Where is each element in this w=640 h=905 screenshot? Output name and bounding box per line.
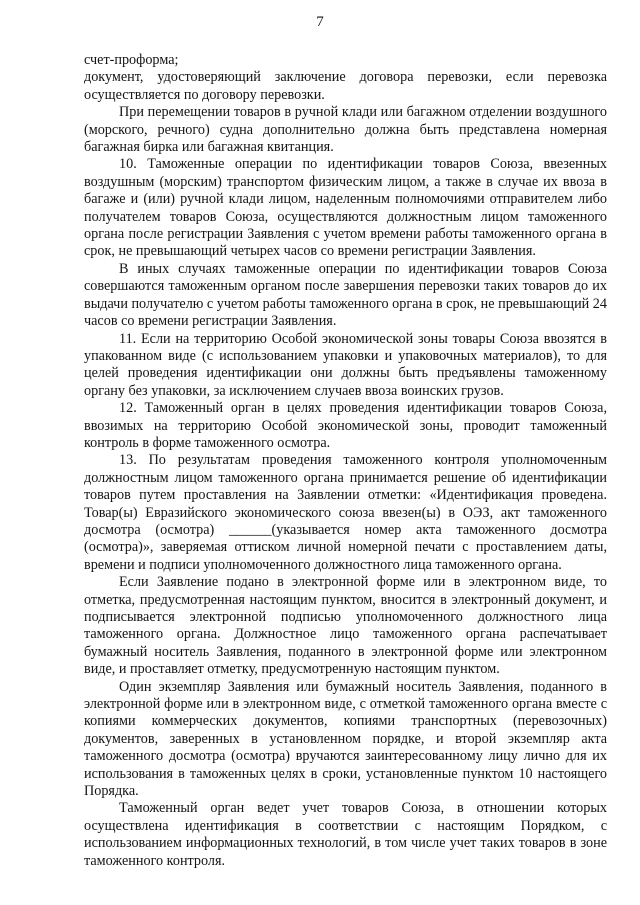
paragraph-accounting: Таможенный орган ведет учет товаров Союза, в отношении которых осуществлена идентификация в соответствии с настоящим Порядком, с использованием информационных технологий, в том числе учет таких товаров в зоне таможенного контроля. [84,800,607,869]
paragraph-proforma-invoice: счет-проформа; [84,52,179,68]
document-body [84,52,607,870]
paragraph-electronic-form: Если Заявление подано в электронной форме или в электронном виде, то отметка, предусмотренная настоящим пунктом, вносится в электронный документ, и подписывается электронной подписью уполномоченного должностного лица таможенного органа. Должностное лицо таможенного органа распечатывает бумажный носитель Заявления, поданного в электронной форме или электронном виде, и проставляет отметку, предусмотренную настоящим пунктом. [84,574,607,678]
paragraph-other-cases: В иных случаях таможенные операции по идентификации товаров Союза совершаются таможенным органом после завершения перевозки таких товаров до их выдачи получателю с учетом работы таможенного органа в срок, не превышающий 24 часов со времени регистрации Заявления. [84,260,607,330]
paragraph-copy-delivery: Один экземпляр Заявления или бумажный носитель Заявления, поданного в электронной форме или в электронном виде, с отметкой таможенного органа вместе с копиями коммерческих документов, копиями транспортных (перевозочных) документов, заверенных в установленном порядке, и второй экземпляр акта таможенного досмотра (осмотра) вручаются заинтересованному лицу лично для их использования в таможенных целях в сроки, установленные пунктом 10 настоящего Порядка. [84,678,607,800]
page-number: 7 [316,14,324,30]
paragraph-item-13: 13. По результатам проведения таможенного контроля уполномоченным должностным лицом таможенного органа принимается решение об идентификации товаров путем проставления на Заявлении отметки: «Идентификация проведена. Товар(ы) Евразийского экономического союза ввезен(ы) в ОЭЗ, акт таможенного досмотра (осмотра) ______(указывается номер акта таможенного досмотра (осмотра)», заверяемая оттиском личной номерной печати с проставлением даты, времени и подписи уполномоченного должностного лица таможенного органа. [84,452,607,573]
paragraph-item-10: 10. Таможенные операции по идентификации товаров Союза, ввезенных воздушным (морским) транспортом физическим лицом, а также в случае их ввоза в багаже и (или) ручной клади лицом, наделенным полномочиями отправителем либо получателем товаров Союза, осуществляются должностным лицом таможенного органа после регистрации Заявления с учетом времени работы таможенного органа в срок, не превышающий четырех часов со времени регистрации Заявления. [84,156,607,260]
paragraph-baggage-tag: При перемещении товаров в ручной клади или багажном отделении воздушного (морского, речного) судна дополнительно должна быть представлена номерная багажная бирка или багажная квитанция. [84,104,607,156]
paragraph-item-11: 11. Если на территорию Особой экономической зоны товары Союза ввозятся в упакованном виде (с использованием упаковки и упаковочных материалов), то для целей проведения идентификации они должны быть предъявлены таможенному органу без упаковки, за исключением случаев ввоза воинских грузов. [84,330,607,399]
paragraph-item-12: 12. Таможенный орган в целях проведения идентификации товаров Союза, ввозимых на территорию Особой экономической зоны, проводит таможенный контроль в форме таможенного осмотра. [84,400,607,451]
paragraph-transport-contract-document: документ, удостоверяющий заключение договора перевозки, если перевозка осуществляется по договору перевозки. [84,69,607,103]
